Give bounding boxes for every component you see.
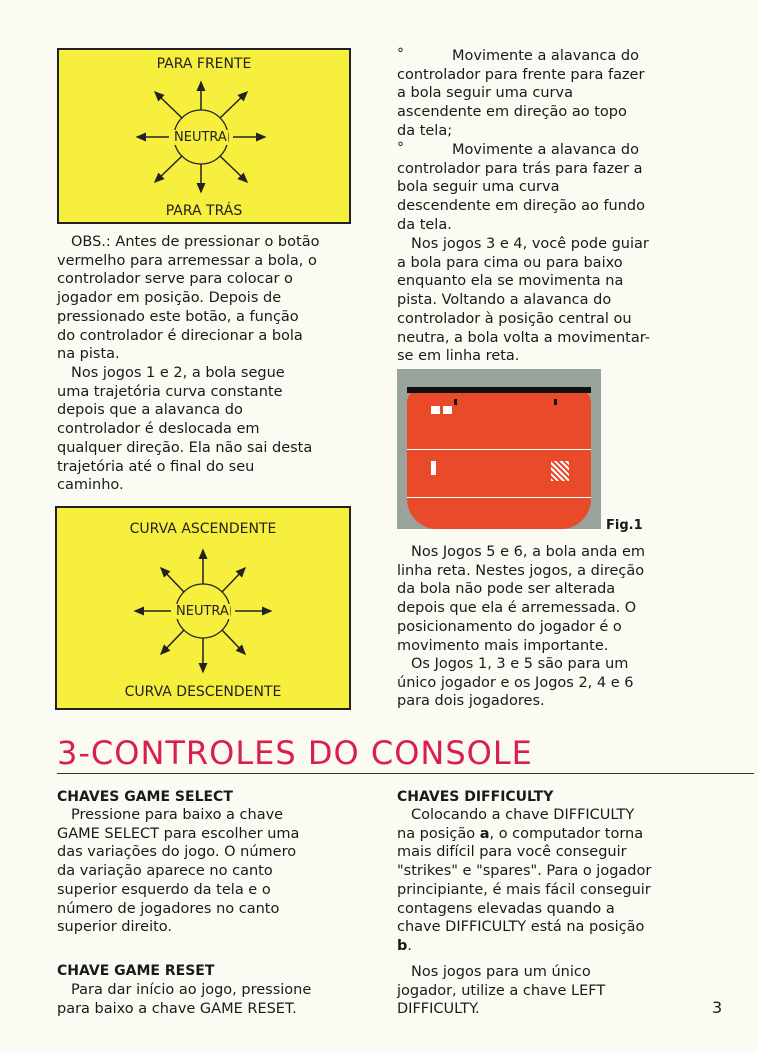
joystick-diagram-forward-back — [57, 48, 351, 224]
bullet-1-text: Movimente a alavanca do controlador para frente para fazer a bola seguir uma curva ascendente em direção ao topo da tela; — [397, 48, 645, 139]
game-select-heading: CHAVES GAME SELECT — [57, 789, 233, 805]
games-1-2-paragraph: Nos jogos 1 e 2, a bola segue uma trajetória curva constante depois que a alavanca do controlador é deslocada em qualquer direção. Ela não sai desta trajetória até o final do seu caminho. — [57, 365, 313, 494]
diagram2-top-label: CURVA ASCENDENTE — [129, 521, 277, 537]
games-5-6-paragraph: Nos Jogos 5 e 6, a bola anda em linha reta. Nestes jogos, a direção da bola não pode ser alterada depois que ela é arremessada. O posicionamento do jogador é o movimento mais importante. — [397, 544, 645, 654]
score-digit-icon — [431, 406, 440, 414]
players-paragraph: Os Jogos 1, 3 e 5 são para um único jogador e os Jogos 2, 4 e 6 para dois jogadores. — [397, 656, 634, 710]
lane-line — [407, 449, 591, 450]
difficulty-single-player-text: Nos jogos para um único jogador, utilize a chave LEFT DIFFICULTY. — [397, 964, 606, 1018]
bullet-2-marker: ° — [397, 140, 404, 156]
bullet-1-marker: ° — [397, 46, 404, 62]
difficulty-heading: CHAVES DIFFICULTY — [397, 789, 554, 805]
difficulty-text: Colocando a chave DIFFICULTY na posição a, o computador torna mais difícil para você conseguir "strikes" e "spares". Para o jogador principiante, é mais fácil conseguir contagens elevadas quando a chave DIFFICULTY está na posição b. — [397, 807, 652, 954]
bullet-2-text: Movimente a alavanca do controlador para trás para fazer a bola seguir uma curva descendente em direção ao fundo da tela. — [397, 142, 646, 233]
diagram2-bottom-label: CURVA DESCENDENTE — [124, 684, 282, 700]
diagram1-top-label: PARA FRENTE — [156, 56, 252, 72]
game-select-text: Pressione para baixo a chave GAME SELECT para escolher uma das variações do jogo. O número da variação aparece no canto superior esquerdo da tela e o número de jogadores no canto superior direito. — [57, 807, 300, 936]
bowler-icon — [431, 461, 436, 475]
obs-paragraph: OBS.: Antes de pressionar o botão vermelho para arremessar a bola, o controlador serve para colocar o jogador em posição. Depois de pressionado este botão, a função do controlador é direcionar a bola na pista. — [57, 234, 320, 363]
figure-1-game-screen — [397, 369, 601, 529]
lane-line — [407, 497, 591, 498]
section-divider — [57, 773, 754, 774]
diagram2-center-label: NEUTRA — [176, 604, 229, 619]
diagram1-bottom-label: PARA TRÁS — [165, 203, 243, 219]
diagram1-center-label: NEUTRA — [174, 130, 227, 145]
joystick-diagram-curve — [55, 506, 351, 710]
figure-label: Fig.1 — [606, 518, 643, 533]
tv-screen — [407, 387, 591, 529]
game-reset-text: Para dar início ao jogo, pressione para baixo a chave GAME RESET. — [57, 982, 312, 1017]
score-digit-icon — [443, 406, 452, 414]
screen-top-band — [407, 387, 591, 393]
pins-icon — [551, 461, 569, 481]
marker-icon — [554, 399, 557, 405]
game-reset-heading: CHAVE GAME RESET — [57, 963, 215, 979]
games-3-4-paragraph: Nos jogos 3 e 4, você pode guiar a bola para cima ou para baixo enquanto ela se movimenta na pista. Voltando a alavanca do controlador à posição central ou neutra, a bola volta a movimentar- se em linha reta. — [397, 236, 650, 365]
page-number: 3 — [712, 998, 723, 1017]
section-title: 3-CONTROLES DO CONSOLE — [57, 734, 533, 772]
marker-icon — [454, 399, 457, 405]
